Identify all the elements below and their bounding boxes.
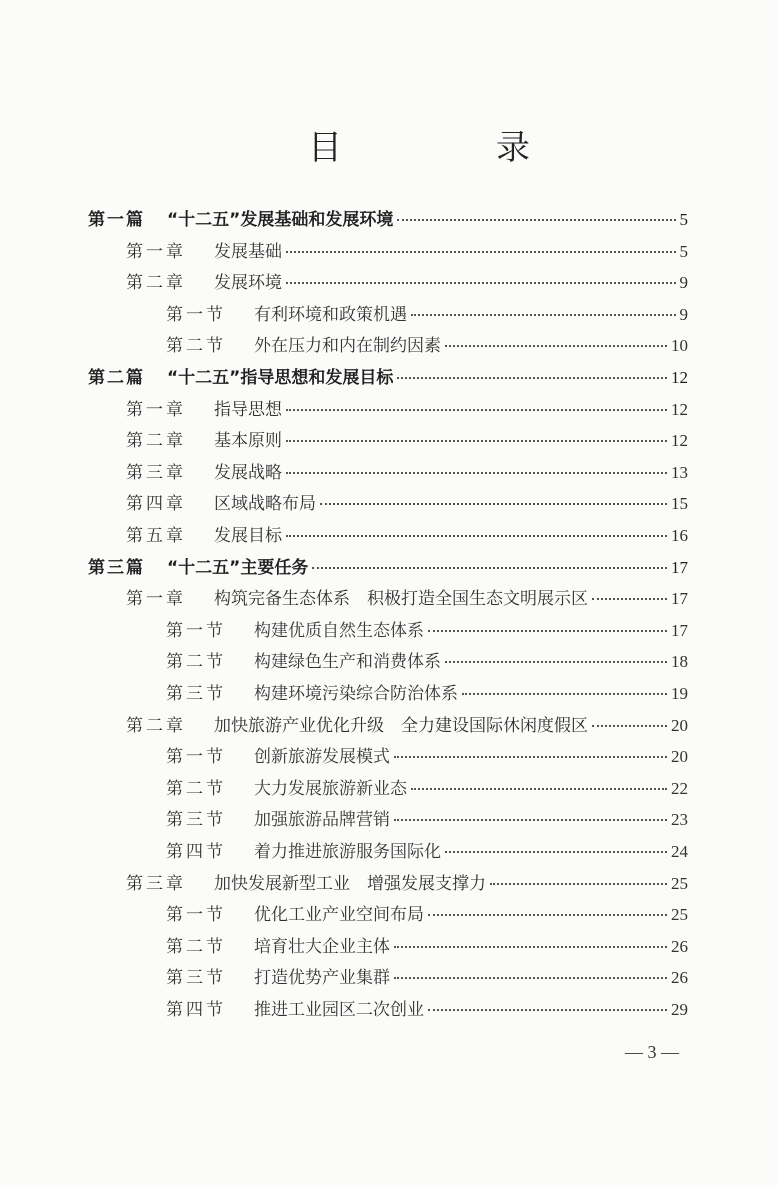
toc-entry[interactable] bbox=[126, 426, 688, 456]
toc-entry-page: 17 bbox=[671, 589, 688, 609]
toc-entry-page: 26 bbox=[671, 936, 688, 956]
toc-entry-title: 推进工业园区二次创业 bbox=[254, 1000, 424, 1020]
toc-entry[interactable] bbox=[126, 711, 688, 741]
toc-entry-number: 第一节 bbox=[166, 620, 226, 641]
toc-entry-number: 第二节 bbox=[166, 336, 226, 357]
toc-entry-page: 25 bbox=[671, 873, 688, 893]
toc-entry-page: 16 bbox=[671, 526, 688, 545]
toc-entry-number: 第一节 bbox=[166, 747, 226, 768]
toc-entry-number: 第四节 bbox=[166, 1000, 226, 1020]
dot-leader bbox=[312, 567, 667, 569]
toc-entry-title: “十二五”主要任务 bbox=[167, 557, 309, 578]
toc-entry[interactable] bbox=[126, 521, 688, 551]
toc-entry-page: 22 bbox=[671, 778, 688, 798]
page-number-footer: — 3 — bbox=[625, 1042, 679, 1062]
toc-entry[interactable] bbox=[166, 647, 688, 677]
toc-entry-title: 指导思想 bbox=[214, 399, 282, 420]
dot-leader bbox=[445, 345, 667, 347]
toc-entry-title: “十二五”指导思想和发展目标 bbox=[167, 368, 394, 388]
toc-entry-number: 第二篇 bbox=[88, 368, 145, 388]
toc-entry-title: 构建环境污染综合防治体系 bbox=[254, 684, 458, 704]
dot-leader bbox=[592, 598, 667, 600]
dot-leader bbox=[394, 756, 667, 758]
toc-entry[interactable] bbox=[166, 300, 688, 330]
dot-leader bbox=[394, 946, 667, 948]
toc-entry-page: 10 bbox=[671, 336, 688, 356]
toc-entry-number: 第三章 bbox=[126, 873, 186, 894]
toc-entry-number: 第一章 bbox=[126, 589, 186, 610]
toc-entry-title: 打造优势产业集群 bbox=[254, 968, 390, 989]
toc-entry-page: 13 bbox=[671, 462, 688, 482]
toc-entry[interactable] bbox=[88, 363, 688, 393]
toc-entry-page: 17 bbox=[671, 620, 688, 640]
page-title: 目 录 bbox=[308, 128, 590, 168]
toc-entry-title: 构建绿色生产和消费体系 bbox=[254, 652, 441, 673]
toc-entry-page: 12 bbox=[671, 399, 688, 419]
toc-entry-title: 创新旅游发展模式 bbox=[254, 747, 390, 768]
toc-entry[interactable] bbox=[88, 553, 688, 583]
dot-leader bbox=[286, 282, 676, 284]
toc-entry-title: 基本原则 bbox=[214, 431, 282, 452]
toc-entry[interactable] bbox=[166, 742, 688, 772]
toc-entry[interactable] bbox=[126, 395, 688, 425]
toc-entry-title: 有利环境和政策机遇 bbox=[254, 304, 407, 325]
toc-entry[interactable] bbox=[166, 995, 688, 1025]
toc-entry-page: 25 bbox=[671, 905, 688, 925]
toc-entry-number: 第一篇 bbox=[88, 210, 145, 230]
toc-entry-page: 9 bbox=[679, 304, 688, 324]
toc-entry-number: 第二章 bbox=[126, 273, 186, 294]
toc-entry-title: 区域战略布局 bbox=[214, 494, 316, 515]
toc-entry-title: 培育壮大企业主体 bbox=[254, 936, 390, 957]
toc-entry-title: 构建优质自然生态体系 bbox=[254, 620, 424, 641]
toc-entry-number: 第三章 bbox=[126, 462, 186, 483]
toc-entry[interactable] bbox=[126, 869, 688, 899]
toc-entry-title: 优化工业产业空间布局 bbox=[254, 905, 424, 926]
toc-entry-number: 第一章 bbox=[126, 241, 186, 262]
toc-entry-number: 第三节 bbox=[166, 968, 226, 989]
toc-entry-title: 加快旅游产业优化升级 全力建设国际休闲度假区 bbox=[214, 715, 588, 736]
toc-entry[interactable] bbox=[166, 900, 688, 930]
toc-entry-title: 着力推进旅游服务国际化 bbox=[254, 842, 441, 862]
toc-entry-number: 第三节 bbox=[166, 810, 226, 831]
toc-entry-page: 20 bbox=[671, 715, 688, 735]
toc-entry-title: 构筑完备生态体系 积极打造全国生态文明展示区 bbox=[214, 589, 588, 610]
dot-leader bbox=[428, 1009, 667, 1011]
toc-entry-title: 发展战略 bbox=[214, 462, 282, 483]
toc-entry[interactable] bbox=[126, 584, 688, 614]
toc-entry-number: 第四节 bbox=[166, 842, 226, 862]
dot-leader bbox=[445, 661, 667, 663]
toc-entry-number: 第二章 bbox=[126, 715, 186, 736]
toc-entry-page: 18 bbox=[671, 652, 688, 672]
toc-entry[interactable] bbox=[166, 331, 688, 361]
toc-entry[interactable] bbox=[166, 932, 688, 962]
dot-leader bbox=[411, 314, 676, 316]
toc-entry[interactable] bbox=[166, 805, 688, 835]
dot-leader bbox=[286, 409, 667, 411]
toc-entry-title: 加快发展新型工业 增强发展支撑力 bbox=[214, 873, 486, 894]
toc-entry-number: 第一节 bbox=[166, 304, 226, 325]
toc-entry-title: 加强旅游品牌营销 bbox=[254, 810, 390, 831]
toc-entry[interactable] bbox=[166, 679, 688, 709]
toc-entry[interactable] bbox=[88, 205, 688, 235]
dot-leader bbox=[428, 630, 667, 632]
toc-entry-page: 5 bbox=[679, 210, 688, 229]
dot-leader bbox=[490, 883, 667, 885]
toc-entry-number: 第四章 bbox=[126, 494, 186, 515]
toc-entry-page: 12 bbox=[671, 431, 688, 451]
toc-entry[interactable] bbox=[166, 837, 688, 867]
toc-entry-number: 第二章 bbox=[126, 431, 186, 452]
toc-entry-number: 第一章 bbox=[126, 399, 186, 420]
toc-entry-page: 24 bbox=[671, 842, 688, 861]
toc-entry-page: 19 bbox=[671, 684, 688, 703]
toc-entry-page: 12 bbox=[671, 368, 688, 387]
dot-leader bbox=[320, 503, 667, 505]
toc-entry-page: 9 bbox=[679, 273, 688, 293]
dot-leader bbox=[397, 377, 667, 379]
toc-entry-number: 第二节 bbox=[166, 936, 226, 957]
dot-leader bbox=[462, 693, 667, 695]
toc-entry-title: 发展基础 bbox=[214, 241, 282, 262]
dot-leader bbox=[394, 819, 667, 821]
toc-entry-number: 第二节 bbox=[166, 778, 226, 799]
dot-leader bbox=[286, 535, 667, 537]
dot-leader bbox=[411, 788, 667, 790]
toc-entry-number: 第三篇 bbox=[88, 557, 145, 578]
dot-leader bbox=[445, 851, 667, 853]
toc-entry-page: 5 bbox=[679, 241, 688, 261]
toc-entry-page: 17 bbox=[671, 557, 688, 577]
toc-entry-title: “十二五”发展基础和发展环境 bbox=[167, 210, 394, 230]
toc-entry-page: 29 bbox=[671, 1000, 688, 1019]
toc-entry-number: 第二节 bbox=[166, 652, 226, 673]
toc-entry[interactable] bbox=[126, 237, 688, 267]
toc-entry-page: 23 bbox=[671, 810, 688, 830]
dot-leader bbox=[286, 440, 667, 442]
dot-leader bbox=[286, 251, 676, 253]
toc-entry[interactable] bbox=[166, 963, 688, 993]
toc-entry-number: 第一节 bbox=[166, 905, 226, 926]
toc-entry-number: 第三节 bbox=[166, 684, 226, 704]
dot-leader bbox=[428, 914, 667, 916]
toc-entry[interactable] bbox=[126, 268, 688, 298]
toc-entry[interactable] bbox=[166, 774, 688, 804]
dot-leader bbox=[592, 725, 667, 727]
dot-leader bbox=[397, 219, 675, 221]
toc-entry-title: 外在压力和内在制约因素 bbox=[254, 336, 441, 357]
toc-entry[interactable] bbox=[166, 616, 688, 646]
dot-leader bbox=[394, 977, 667, 979]
toc-entry-number: 第五章 bbox=[126, 526, 186, 546]
toc-entry-title: 大力发展旅游新业态 bbox=[254, 778, 407, 799]
toc-entry[interactable] bbox=[126, 489, 688, 519]
toc-entry[interactable] bbox=[126, 458, 688, 488]
toc-entry-title: 发展环境 bbox=[214, 273, 282, 294]
toc-entry-title: 发展目标 bbox=[214, 526, 282, 546]
toc-entry-page: 20 bbox=[671, 747, 688, 767]
dot-leader bbox=[286, 472, 667, 474]
toc-entry-page: 15 bbox=[671, 494, 688, 514]
toc-entry-page: 26 bbox=[671, 968, 688, 988]
